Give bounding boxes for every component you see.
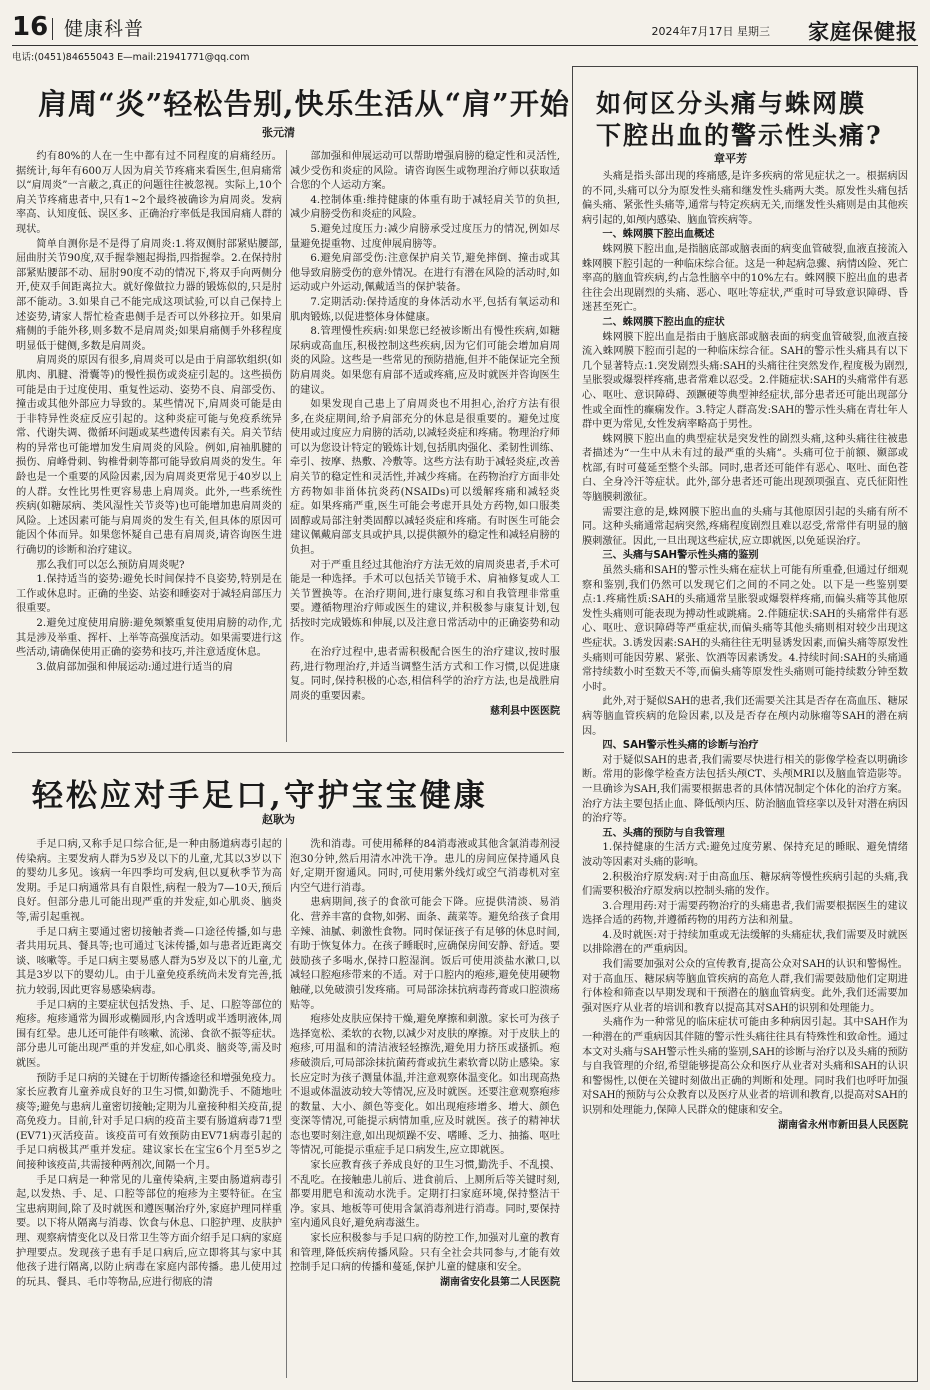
article-separator <box>12 752 564 753</box>
paragraph: 4.及时就医:对于持续加重或无法缓解的头痛症状,我们需要及时就医以排除潜在的严重病因。 <box>582 929 908 956</box>
paragraph: 洗和消毒。可使用稀释的84消毒液或其他含氯消毒剂浸泡30分钟,然后用清水冲洗干净。患儿的房间应保持通风良好,定期开窗通风。同时,可使用紫外线灯或空气消毒机对室内空气进行消毒。 <box>290 839 560 894</box>
paragraph: 蛛网膜下腔出血是指由于脑底部或脑表面的病变血管破裂,血液直接流入蛛网膜下腔而引起的一种临床综合征。SAH的警示性头痛具有以下几个显著特点:1.突发剧烈头痛:SAH的头痛往往突然发作,程度极为剧烈,呈胀裂或爆裂样疼痛,患者常难以忍受。2.伴随症状:SAH的头痛常伴有恶心、呕吐、意识障碍、颈蹶硬等典型神经症状,部分患者还可能出现部分性或全面性的癫痫发作。3.特定人群高发:SAH的警示性头痛在青壮年人群中更为常见,女性发病率略高于男性。 <box>582 331 908 431</box>
contact-line: 电话:(0451)84655043 E—mail:21941771@qq.com <box>12 52 250 63</box>
paragraph: 如果发现自己患上了肩周炎也不用担心,治疗方法有很多,在炎症期间,给予肩部充分的休息是很重要的。避免过度使用或过度应力肩膀的活动,以减轻炎症和疼痛。物理治疗师可以为您设计特定的锻炼计划,包括肌肉强化、柔韧性训练、牵引、按摩、热敷、冷敷等。这些方法有助于减轻炎症,改善肩关节的稳定性和灵活性,并减少疼痛。在药物治疗方面非处方药物如非甾体抗炎药(NSAIDs)可以缓解疼痛和减轻炎症。如果疼痛严重,医生可能会考虑开具处方药物,如口服类固醇或局部注射类固醇以减轻炎症和疼痛。有时医生可能会建议佩戴肩部支具或护具,以提供额外的稳定性和减轻肩膀的负担。 <box>290 399 560 557</box>
paragraph: 疱疹处皮肤应保持干燥,避免摩擦和刺激。家长可为孩子选择宽松、柔软的衣物,以减少对皮肤的摩擦。对于皮肤上的疱疹,可用温和的清洁液轻轻擦洗,避免用力挤压或搔抓。疱疹破溃后,可局部涂抹抗菌药膏或抗生素软膏以防止感染。家长应定时为孩子测量体温,并注意观察体温变化。如出现高热不退或体温波动较大等情况,应及时就医。还要注意观察疱疹的数量、大小、颜色等变化。如出现疱疹增多、增大、颜色变深等情况,可能提示病情加重,应及时就医。孩子的精神状态也要时刻注意,如出现烦躁不安、嗜睡、乏力、抽搐、呕吐等情况,可能提示重症手足口病发生,应立即就医。 <box>290 1014 560 1157</box>
paragraph: 4.控制体重:维持健康的体重有助于减轻肩关节的负担,减少肩膀受伤和炎症的风险。 <box>290 194 560 221</box>
article3-body <box>582 170 908 1378</box>
paragraph: 手足口病主要通过密切接触者粪—口途径传播,如与患者共用玩具、餐具等;也可通过飞沫传播,如与患者近距离交谈、咳嗽等。手足口病主要易感人群为5岁及以下的儿童,尤其是3岁以下的婴幼儿。由于儿童免疫系统尚未发育完善,抵抗力较弱,因此更容易感染病毒。 <box>16 926 282 996</box>
article-source: 湖南省安化县第二人民医院 <box>440 1276 560 1288</box>
article1-column-2 <box>290 150 560 744</box>
paragraph: 我们需要加强对公众的宣传教育,提高公众对SAH的认识和警惕性。对于高血压、糖尿病等脑血管疾病的高危人群,我们需要鼓励他们定期进行体检和筛查以早期发现和干预潜在的脑血管病变。此外,我们还需要加强对医疗从业者的培训和教育以提高其对SAH的识别和处理能力。 <box>582 959 908 1014</box>
header-divider <box>52 18 53 40</box>
section-name: 健康科普 <box>64 18 145 40</box>
paper-name: 家庭保健报 <box>808 19 918 44</box>
paragraph: 患病期间,孩子的食欲可能会下降。应提供清淡、易消化、营养丰富的食物,如粥、面条、蔬菜等。避免给孩子食用辛辣、油腻、刺激性食物。同时保证孩子有足够的休息时间,有助于恢复体力。在孩子睡眠时,应确保房间安静、舒适。要鼓励孩子多喝水,保持口腔湿润。饭后可使用淡盐水漱口,以减轻口腔疱疹带来的不适。对于口腔内的疱疹,避免使用硬物触碰,以免破溃引发疼痛。可局部涂抹抗病毒药膏或口腔溃疡贴等。 <box>290 897 560 1011</box>
paragraph: 肩周炎的原因有很多,肩周炎可以是由于肩部软组织(如肌肉、肌腱、滑囊等)的慢性损伤或炎症引起的。这些损伤可能是由于过度使用、重复性运动、姿势不良、肩部受伤、撞击或其他外部应力导致的。某些情况下,肩周炎可能是由于非特异性炎症反应引起的。这种炎症可能与免疫系统异常、代谢失调、微循环问题或某些遗传因素有关。肩关节结构的异常也可能增加发生肩周炎的风险。例如,肩袖肌腱的损伤、肩峰骨刺、钩椎骨刺等都可能导致肩周炎的发生。年龄也是一个重要的风险因素,因为肩周炎更常见于40岁以上的人群。女性比男性更容易患上肩周炎。此外,一些系统性疾病(如糖尿病、类风湿性关节炎等)也可能增加患肩周炎的风险。上述因素可能与肩周炎的发生有关,但具体的原因可能因个体而异。如果您怀疑自己患有肩周炎,请咨询医生进行确切的诊断和治疗建议。 <box>16 355 282 557</box>
paragraph: 约有80%的人在一生中都有过不同程度的肩痛经历。据统计,每年有600万人因为肩关节疼痛来看医生,但肩痛常以“肩周炎”一言蔽之,真正的问题往往被忽视。实际上,10个肩关节疼痛患者中,只有1~2个最终被确诊为肩周炎。发病率高、认知度低、误区多、正确治疗率低是我国肩痛人群的现状。 <box>16 151 282 235</box>
paragraph: 需要注意的是,蛛网膜下腔出血的头痛与其他原因引起的头痛有所不同。这种头痛通常起病突然,疼痛程度剧烈且难以忍受,常常伴有明显的脑膜刺激征。因此,一旦出现这些症状,应立即就医,以免延误治疗。 <box>582 506 908 547</box>
article1-title: 肩周“炎”轻松告别,快乐生活从“肩”开始 <box>38 87 570 121</box>
paragraph: 7.定期活动:保持适度的身体活动水平,包括有氧运动和肌肉锻炼,以促进整体身体健康。 <box>290 296 560 323</box>
paragraph: 在治疗过程中,患者需积极配合医生的治疗建议,按时服药,进行物理治疗,并适当调整生活方式和工作习惯,以促进康复。同时,保持积极的心态,相信科学的治疗方法,也是战胜肩周炎的重要因素。 <box>290 647 560 702</box>
paragraph: 蛛网膜下腔出血,是指脑底部或脑表面的病变血管破裂,血液直接流入蛛网膜下腔引起的一种临床综合征。这是一种起病急骤、病情凶险、死亡率高的脑血管疾病,约占急性脑卒中的10%左右。蛛网膜下腔出血的患者往往会出现剧烈的头痛、恶心、呕吐等症状,严重时可导致意识障碍、昏迷甚至死亡。 <box>582 243 908 314</box>
paragraph: 简单自测你是不是得了肩周炎:1.将双侧肘部紧贴腰部,屈曲肘关节90度,双手握拳翘起拇指,四指握拳。2.在保持肘部紧贴腰部不动、屈肘90度不动的情况下,将双手向两侧分开,使双手间距离拉大。就好像做拉力器的锻炼似的,只是肘部不能动。3.如果自己不能完成这项试验,可以自己保持上述姿势,请家人帮忙检查患侧手是否可以外移拉开。如果肩痛侧的手能外移,则多数不是肩周炎;如果肩痛侧手外移程度明显低于健侧,多数是肩周炎。 <box>16 238 282 352</box>
paragraph: 手足口病,又称手足口综合征,是一种由肠道病毒引起的传染病。主要发病人群为5岁及以下的儿童,尤其以3岁以下的婴幼儿多见。该病一年四季均可发病,但以夏秋季节为高发期。手足口病通常具有自限性,病程一般为7—10天,预后良好。但部分患儿可能出现严重的并发症,如心肌炎、脑炎等,需引起重视。 <box>16 839 282 923</box>
paragraph: 头痛是指头部出现的疼痛感,是许多疾病的常见症状之一。根据病因的不同,头痛可以分为原发性头痛和继发性头痛两大类。原发性头痛包括偏头痛、紧张性头痛等,通常与特定疾病无关,而继发性头痛则是由其他疾病引起的,如颅内感染、脑血管疾病等。 <box>582 171 908 226</box>
paragraph: 手足口病是一种常见的儿童传染病,主要由肠道病毒引起,以发热、手、足、口腔等部位的疱疹为主要特征。在宝宝患病期间,除了及时就医和遵医嘱治疗外,家庭护理同样重要。以下将从隔离与消毒、饮食与休息、口腔护理、皮肤护理、观察病情变化以及日常卫生等方面介绍手足口病的家庭护理要点。发现孩子患有手足口病后,应立即将其与家中其他孩子进行隔离,以防止病毒在家庭内部传播。患儿使用过的玩具、餐具、毛巾等物品,应进行彻底的清 <box>16 1174 282 1288</box>
paragraph: 家长应积极参与手足口病的防控工作,加强对儿童的教育和管理,降低疾病传播风险。只有全社会共同参与,才能有效控制手足口病的传播和蔓延,保护儿童的健康和安全。 <box>290 1233 560 1274</box>
paragraph: 3.合理用药:对于需要药物治疗的头痛患者,我们需要根据医生的建议选择合适的药物,并遵循药物的用药方法和剂量。 <box>582 900 908 927</box>
paragraph: 对于疑似SAH的患者,我们需要尽快进行相关的影像学检查以明确诊断。常用的影像学检查方法包括头颅CT、头颅MRI以及脑血管造影等。一旦确诊为SAH,我们需要根据患者的具体情况制定个体化的治疗方案。治疗方法主要包括止血、降低颅内压、防治脑血管痉挛以及针对潜在病因的治疗等。 <box>582 754 908 825</box>
paragraph: 虽然头痛和SAH的警示性头痛在症状上可能有所重叠,但通过仔细观察和鉴别,我们仍然可以发现它们之间的不同之处。以下是一些鉴别要点:1.疼痛性质:SAH的头痛通常呈胀裂或爆裂样疼痛,而偏头痛等其他原发性头痛则可能表现为搏动性或跳痛。2.伴随症状:SAH的头痛常伴有恶心、呕吐、意识障碍等严重症状,而偏头痛等其他头痛则相对较少出现这些症状。3.诱发因素:SAH的头痛往往无明显诱发因素,而偏头痛等原发性头痛则可能因劳累、紧张、饮酒等因素诱发。4.持续时间:SAH的头痛通常持续数小时至数天不等,而偏头痛等原发性头痛则可能持续数分钟至数小时。 <box>582 565 908 693</box>
subheading: 四、SAH警示性头痛的诊断与治疗 <box>602 740 759 752</box>
article2-author: 赵耿为 <box>262 813 295 826</box>
paragraph: 1.保持适当的姿势:避免长时间保持不良姿势,特别是在工作或休息时。正确的坐姿、站姿和睡姿对于减轻肩部压力很重要。 <box>16 574 282 615</box>
article-source: 湖南省永州市新田县人民医院 <box>778 1119 908 1131</box>
article2-column-2 <box>290 838 560 1380</box>
paragraph: 手足口病的主要症状包括发热、手、足、口腔等部位的疱疹。疱疹通常为圆形或椭圆形,内含透明或半透明液体,周围有红晕。患儿还可能伴有咳嗽、流涕、食欲不振等症状。部分患儿可能出现严重的并发症,如心肌炎、脑炎等,需及时就医。 <box>16 999 282 1069</box>
page-number: 16 <box>12 12 49 42</box>
paragraph: 2.避免过度使用肩膀:避免频繁重复使用肩膀的动作,尤其是涉及举重、挥杆、上举等高强度活动。如果需要进行这些活动,请确保使用正确的姿势和技巧,并注意适度休息。 <box>16 618 282 659</box>
article2-column-1 <box>16 838 282 1380</box>
paragraph: 2.积极治疗原发病:对于由高血压、糖尿病等慢性疾病引起的头痛,我们需要积极治疗原发病以控制头痛的发作。 <box>582 871 908 898</box>
paragraph: 5.避免过度压力:减少肩膀承受过度压力的情况,例如尽量避免提重物、过度伸展肩膀等。 <box>290 223 560 250</box>
paragraph: 部加强和伸展运动可以帮助增强肩膀的稳定性和灵活性,减少受伤和炎症的风险。请咨询医生或物理治疗师以获取适合您的个人运动方案。 <box>290 151 560 192</box>
paragraph: 蛛网膜下腔出血的典型症状是突发性的剧烈头痛,这种头痛往往被患者描述为“一生中从未有过的最严重的头痛”。头痛可位于前额、颞部或枕部,有时可蔓延至整个头部。同时,患者还可能伴有恶心、呕吐、面色苍白、全身冷汗等症状。此外,部分患者还可能出现颈项强直、克氏征阳性等脑膜刺激征。 <box>582 433 908 504</box>
subheading: 二、蛛网膜下腔出血的症状 <box>602 316 725 328</box>
paragraph: 3.做肩部加强和伸展运动:通过进行适当的肩 <box>36 661 233 673</box>
article1-author: 张元清 <box>262 126 295 139</box>
paragraph: 家长应教育孩子养成良好的卫生习惯,勤洗手、不乱摸、不乱吃。在接触患儿前后、进食前后、上厕所后等关键时刻,都要用肥皂和流动水洗手。定期打扫家庭环境,保持整洁干净。家具、地板等可使用含氯消毒剂进行消毒。同时,要保持室内通风良好,避免病毒滋生。 <box>290 1160 560 1230</box>
paragraph: 6.避免肩部受伤:注意保护肩关节,避免摔倒、撞击或其他导致肩膀受伤的意外情况。在进行有潜在风险的活动时,如运动或户外运动,佩戴适当的保护装备。 <box>290 253 560 294</box>
paragraph: 此外,对于疑似SAH的患者,我们还需要关注其是否存在高血压、糖尿病等脑血管疾病的危险因素,以及是否存在颅内动脉瘤等SAH的潜在病因。 <box>582 696 908 737</box>
article3-title-line2: 下腔出血的警示性头痛? <box>596 121 883 150</box>
paragraph: 那么我们可以怎么预防肩周炎呢? <box>36 559 185 571</box>
article3-author: 章平芳 <box>714 152 747 165</box>
article-source: 慈利县中医医院 <box>490 705 560 717</box>
paragraph: 8.管理慢性疾病:如果您已经被诊断出有慢性疾病,如糖尿病或高血压,积极控制这些疾病,因为它们可能会增加肩周炎的风险。这些是一些常见的预防措施,但并不能保证完全预防肩周炎。如果您有肩部不适或疼痛,应及时就医并咨询医生的建议。 <box>290 326 560 396</box>
article2-title: 轻松应对手足口,守护宝宝健康 <box>32 778 488 814</box>
subheading: 五、头痛的预防与自我管理 <box>602 827 725 839</box>
paragraph: 头痛作为一种常见的临床症状可能由多种病因引起。其中SAH作为一种潜在的严重病因其伴随的警示性头痛往往具有特殊性和致命性。通过本文对头痛与SAH警示性头痛的鉴别,SAH的诊断与治疗以及头痛的预防与自我管理的介绍,希望能够提高公众和医疗从业者对头痛和SAH的认识和警惕性,以便在关键时刻做出正确的判断和处理。同时我们也呼吁加强对SAH的预防与公众教育以及医疗从业者的培训和教育,以提高对SAH的识别和处理能力,保障人民群众的健康和安全。 <box>582 1017 908 1116</box>
subheading: 一、蛛网膜下腔出血概述 <box>602 229 715 241</box>
article1-column-1 <box>16 150 282 744</box>
column-divider <box>286 838 287 1378</box>
paragraph: 对于严重且经过其他治疗方法无效的肩周炎患者,手术可能是一种选择。手术可以包括关节镜手术、肩袖修复或人工关节置换等。在治疗期间,进行康复练习和自我管理非常重要。遵循物理治疗师或医生的建议,并积极参与康复计划,包括按时完成锻炼和伸展,以及注意日常活动中的正确姿势和动作。 <box>290 559 560 644</box>
subheading: 三、头痛与SAH警示性头痛的鉴别 <box>602 550 759 562</box>
column-divider <box>286 150 287 742</box>
issue-date: 2024年7月17日 星期三 <box>651 25 770 38</box>
paragraph: 1.保持健康的生活方式:避免过度劳累、保持充足的睡眠、避免情绪波动等因素对头痛的影响。 <box>582 842 908 868</box>
paragraph: 预防手足口病的关键在于切断传播途径和增强免疫力。家长应教育儿童养成良好的卫生习惯,如勤洗手、不随地吐痰等;避免与患病儿童密切接触;定期为儿童接种相关疫苗,提高免疫力。目前,针对手足口病的疫苗主要有肠道病毒71型(EV71)灭活疫苗。该疫苗可有效预防由EV71病毒引起的手足口病极其严重并发症。建议家长在宝宝6个月至5岁之间接种该疫苗,共需接种两剂次,间隔一个月。 <box>16 1072 282 1172</box>
page-header <box>12 10 918 46</box>
article3-title-line1: 如何区分头痛与蛛网膜 <box>596 89 867 118</box>
